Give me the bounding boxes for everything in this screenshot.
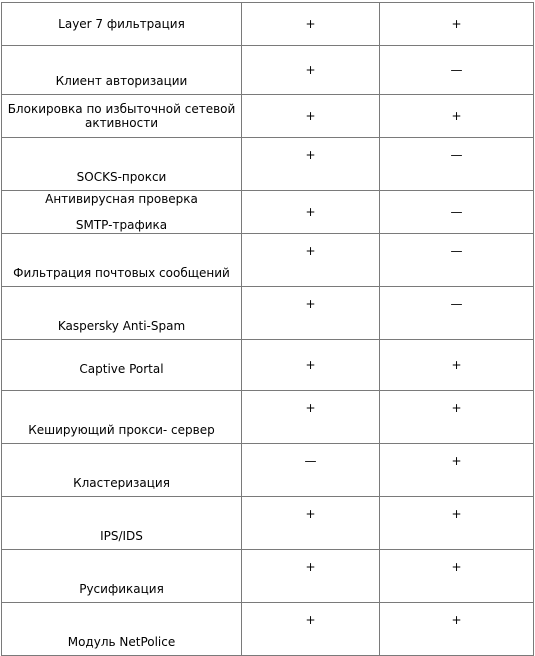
feature-name-cell: [2, 46, 242, 95]
column-b-cell: [380, 444, 534, 497]
support-mark: +: [305, 613, 316, 627]
support-mark: —: [450, 205, 463, 219]
table-row: [2, 444, 534, 497]
feature-name-line: SMTP-трафика: [75, 218, 168, 232]
feature-name: Модуль NetPolice: [67, 635, 176, 649]
support-mark: +: [305, 507, 316, 521]
support-mark: +: [451, 17, 462, 31]
column-a-cell: [242, 497, 380, 550]
table-row: [2, 234, 534, 287]
column-b-cell: [380, 287, 534, 340]
feature-name: Русификация: [79, 582, 164, 596]
support-mark: +: [305, 297, 316, 311]
feature-name-cell: [2, 287, 242, 340]
support-mark: +: [305, 63, 316, 77]
column-a-cell: [242, 603, 380, 656]
feature-name-line: Антивирусная проверка: [45, 192, 198, 206]
support-mark: +: [305, 205, 316, 219]
support-mark: +: [451, 454, 462, 468]
column-b-cell: [380, 497, 534, 550]
feature-name: Фильтрация почтовых сообщений: [13, 266, 230, 280]
feature-name: Клиент авторизации: [55, 74, 188, 88]
feature-name-cell: [2, 95, 242, 138]
feature-name-line: активности: [84, 116, 159, 130]
support-mark: +: [451, 109, 462, 123]
table-row: [2, 287, 534, 340]
column-a-cell: [242, 287, 380, 340]
feature-name: Kaspersky Anti-Spam: [57, 319, 186, 333]
support-mark: +: [305, 244, 316, 258]
support-mark: +: [305, 401, 316, 415]
feature-name-cell: [2, 138, 242, 191]
column-b-cell: [380, 46, 534, 95]
table-row: [2, 3, 534, 46]
support-mark: +: [451, 507, 462, 521]
feature-name-cell: [2, 3, 242, 46]
column-b-cell: [380, 391, 534, 444]
table-row: [2, 550, 534, 603]
column-b-cell: [380, 234, 534, 287]
support-mark: +: [305, 560, 316, 574]
feature-name-cell: [2, 444, 242, 497]
column-a-cell: [242, 95, 380, 138]
column-a-cell: [242, 444, 380, 497]
support-mark: —: [450, 297, 463, 311]
support-mark: +: [451, 401, 462, 415]
table-row: [2, 391, 534, 444]
support-mark: +: [451, 613, 462, 627]
table-row: [2, 46, 534, 95]
feature-name-cell: [2, 603, 242, 656]
support-mark: +: [305, 17, 316, 31]
feature-name: Кеширующий прокси- сервер: [28, 423, 215, 437]
column-a-cell: [242, 550, 380, 603]
column-b-cell: [380, 550, 534, 603]
support-mark: +: [305, 358, 316, 372]
support-mark: +: [451, 560, 462, 574]
support-mark: +: [305, 148, 316, 162]
column-a-cell: [242, 191, 380, 234]
support-mark: —: [304, 454, 317, 468]
column-a-cell: [242, 391, 380, 444]
table-row: [2, 497, 534, 550]
feature-name: Captive Portal: [79, 362, 164, 376]
feature-name: Layer 7 фильтрация: [58, 17, 185, 31]
feature-name-cell: [2, 391, 242, 444]
feature-comparison-table: [1, 2, 534, 656]
feature-name-cell: [2, 550, 242, 603]
feature-name-cell: [2, 234, 242, 287]
column-a-cell: [242, 234, 380, 287]
column-b-cell: [380, 191, 534, 234]
column-a-cell: [242, 46, 380, 95]
column-a-cell: [242, 340, 380, 391]
table-row: [2, 603, 534, 656]
feature-name-cell: [2, 191, 242, 234]
support-mark: +: [305, 109, 316, 123]
table-row: [2, 191, 534, 234]
column-a-cell: [242, 3, 380, 46]
feature-name: Кластеризация: [73, 476, 170, 490]
column-a-cell: [242, 138, 380, 191]
column-b-cell: [380, 603, 534, 656]
support-mark: —: [450, 244, 463, 258]
support-mark: —: [450, 63, 463, 77]
support-mark: +: [451, 358, 462, 372]
feature-name-cell: [2, 497, 242, 550]
feature-name-cell: [2, 340, 242, 391]
table-row: [2, 340, 534, 391]
table-row: [2, 95, 534, 138]
table-row: [2, 138, 534, 191]
column-b-cell: [380, 138, 534, 191]
support-mark: —: [450, 148, 463, 162]
feature-name: SOCKS-прокси: [76, 170, 167, 184]
feature-name-line: Блокировка по избыточной сетевой: [7, 102, 236, 116]
column-b-cell: [380, 95, 534, 138]
feature-name: IPS/IDS: [100, 529, 143, 543]
column-b-cell: [380, 3, 534, 46]
column-b-cell: [380, 340, 534, 391]
